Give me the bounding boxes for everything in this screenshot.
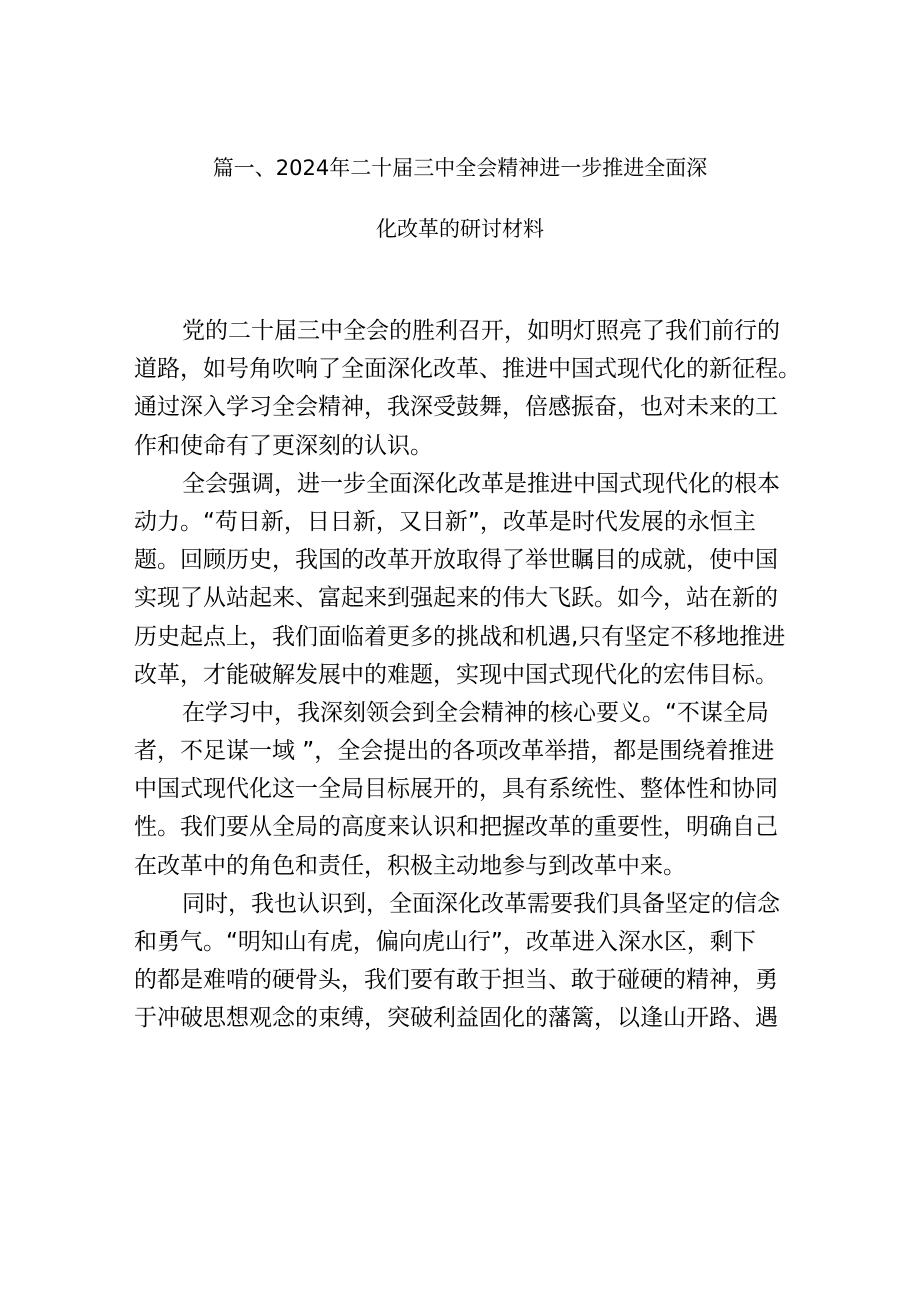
text-line: 题。回顾历史，我国的改革开放取得了举世瞩目的成就，使中国 (134, 547, 778, 574)
text-line: 在学习中，我深刻领会到全会精神的核心要义。“不谋全局 (182, 699, 769, 726)
text-line: 于冲破思想观念的束缚，突破利益固化的藩篱，以逢山开路、遇 (134, 1005, 778, 1032)
text-line: 动力。“苟日新，日日新，又日新”，改革是时代发展的永恒主 (134, 508, 756, 535)
text-line: 和勇气。“明知山有虎，偏向虎山行”，改革进入深水区，剩下 (134, 929, 756, 955)
document-title-line-1: 篇一、2024年二十届三中全会精神进一步推进全面深 (212, 156, 708, 180)
text-line: 作和使命有了更深刻的认识。 (134, 432, 433, 459)
text-line: 历史起点上，我们面临着更多的挑战和机遇,只有坚定不移地推进 (134, 623, 786, 650)
text-line: 者，不足谋一域 ”，全会提出的各项改革举措，都是围绕着推进 (134, 738, 775, 765)
text-line: 党的二十届三中全会的胜利召开，如明灯照亮了我们前行的 (182, 318, 780, 344)
document-body (134, 312, 801, 1038)
text-line: 的都是难啃的硬骨头，我们要有敢于担当、敢于碰硬的精神，勇 (134, 967, 778, 994)
text-line: 全会强调，进一步全面深化改革是推进中国式现代化的根本 (182, 470, 780, 497)
text-line: 中国式现代化这一全局目标展开的，具有系统性、整体性和协同 (134, 776, 778, 803)
text-line: 道路，如号角吹响了全面深化改革、推进中国式现代化的新征程。 (134, 356, 801, 383)
text-line: 在改革中的角色和责任，积极主动地参与到改革中来。 (134, 852, 686, 879)
text-line: 通过深入学习全会精神，我深受鼓舞，倍感振奋，也对未来的工 (134, 394, 778, 421)
text-line: 实现了从站起来、富起来到强起来的伟大飞跃。如今，站在新的 (134, 585, 778, 612)
text-line: 同时，我也认识到，全面深化改革需要我们具备坚定的信念 (182, 890, 780, 917)
document-title-line-2: 化改革的研讨材料 (376, 217, 544, 241)
text-line: 性。我们要从全局的高度来认识和把握改革的重要性，明确自己 (134, 814, 778, 841)
text-line: 改革，才能破解发展中的难题，实现中国式现代化的宏伟目标。 (134, 661, 778, 688)
